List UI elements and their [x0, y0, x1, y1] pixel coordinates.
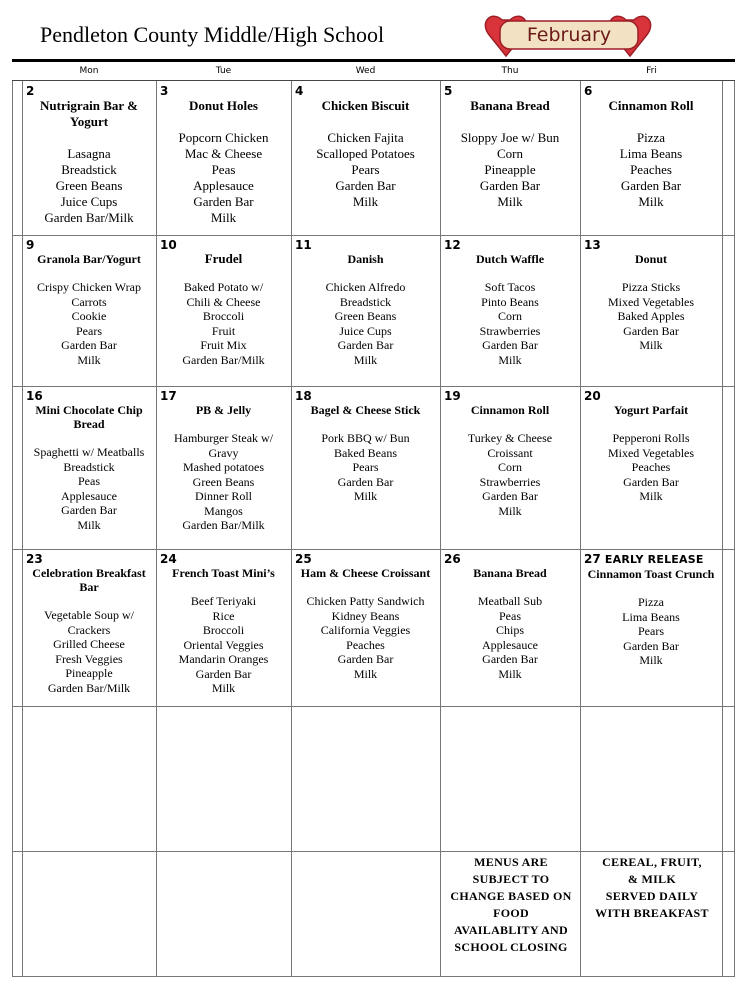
spacer [295, 266, 436, 280]
breakfast-item: Banana Bread [473, 566, 547, 580]
day-number-value: 17 [160, 389, 177, 403]
lunch-item: Peas [499, 608, 521, 623]
breakfast-item: Banana Bread [470, 98, 550, 113]
day-number-value: 11 [295, 238, 312, 252]
lunch-list [26, 146, 152, 226]
day-number-value: 26 [444, 552, 461, 566]
breakfast-item: Nutrigrain Bar & Yogurt [40, 98, 138, 129]
lunch-list [295, 431, 436, 504]
lunch-item: Milk [353, 666, 378, 681]
lunch-item: Pineapple [484, 162, 536, 177]
grid-line [722, 81, 723, 977]
day-cell [440, 81, 580, 235]
lunch-item: Scalloped Potatoes [316, 146, 415, 161]
note-line: CHANGE BASED ON [450, 889, 572, 903]
lunch-item: Green Beans [192, 474, 255, 489]
lunch-list [444, 130, 576, 210]
day-number [160, 238, 287, 252]
lunch-item: Milk [639, 489, 663, 503]
lunch-list [160, 130, 287, 226]
day-number [584, 389, 718, 403]
spacer [160, 266, 287, 280]
lunch-item: Green Beans [55, 178, 123, 193]
lunch-item: Rice [212, 608, 235, 623]
day-number-value: 4 [295, 84, 304, 98]
lunch-item: Gravy [208, 445, 239, 460]
lunch-item: Milk [353, 489, 378, 503]
day-number-value: 16 [26, 389, 43, 403]
lunch-item: Grilled Cheese [53, 637, 125, 651]
lunch-list [584, 130, 718, 210]
lunch-list [584, 431, 718, 504]
lunch-item: Milk [497, 194, 523, 209]
breakfast-item: Dutch Waffle [475, 252, 545, 266]
lunch-item: Kidney Beans [331, 608, 400, 623]
lunch-item: Pineapple [65, 666, 113, 680]
day-number-value: 19 [444, 389, 461, 403]
day-number-value: 24 [160, 552, 177, 566]
day-cell [22, 81, 156, 235]
grid-line [12, 851, 735, 852]
lunch-item: Applesauce [482, 637, 538, 652]
lunch-item: Pinto Beans [481, 294, 539, 309]
day-number [584, 552, 718, 567]
spacer [26, 130, 152, 146]
day-cell [580, 81, 722, 235]
day-number [295, 84, 436, 98]
day-number [444, 552, 576, 566]
lunch-item: Garden Bar [482, 338, 538, 352]
lunch-item: Green Beans [334, 309, 397, 323]
lunch-item: Corn [498, 309, 522, 323]
lunch-item: Garden Bar [623, 323, 679, 338]
lunch-list [26, 280, 152, 367]
lunch-list [160, 431, 287, 533]
lunch-item: Milk [210, 210, 237, 225]
lunch-item: Broccoli [202, 623, 245, 637]
lunch-item: Corn [497, 146, 523, 161]
lunch-list [160, 594, 287, 696]
day-cell [156, 549, 291, 706]
lunch-item: Pizza [638, 595, 664, 609]
spacer [295, 417, 436, 431]
spacer [26, 594, 152, 608]
lunch-list [295, 130, 436, 210]
daily-breakfast-note [582, 854, 722, 922]
lunch-item: Mac & Cheese [184, 146, 263, 161]
lunch-list [26, 608, 152, 695]
breakfast-item: Mini Chocolate Chip Bread [35, 403, 143, 431]
lunch-list [444, 280, 576, 367]
lunch-item: Lima Beans [622, 609, 680, 624]
day-number-value: 2 [26, 84, 35, 98]
day-cell [291, 549, 440, 706]
note-line: WITH BREAKFAST [595, 906, 709, 920]
lunch-item: Mandarin Oranges [178, 652, 269, 666]
header-rule [12, 59, 735, 62]
day-cell [156, 235, 291, 386]
lunch-item: Crackers [67, 622, 111, 637]
lunch-item: Strawberries [479, 474, 541, 489]
lunch-item: Garden Bar [61, 338, 117, 352]
day-number [444, 238, 576, 252]
grid-line [734, 81, 735, 977]
note-line: AVAILABLITY AND [454, 923, 568, 937]
lunch-item: Garden Bar/Milk [182, 518, 265, 532]
day-number [160, 84, 287, 98]
day-cell [440, 549, 580, 706]
day-cell [440, 386, 580, 549]
spacer [26, 266, 152, 280]
lunch-item: Popcorn Chicken [178, 130, 269, 145]
day-cell [22, 235, 156, 386]
day-cell [440, 235, 580, 386]
spacer [160, 580, 287, 594]
lunch-item: Spaghetti w/ Meatballs [33, 445, 145, 459]
breakfast-item: Granola Bar/Yogurt [37, 252, 141, 266]
lunch-item: Garden Bar [335, 178, 396, 193]
lunch-item: Milk [353, 352, 378, 367]
lunch-item: Milk [211, 681, 236, 695]
day-number-value: 25 [295, 552, 312, 566]
day-number [26, 84, 152, 98]
breakfast-item: Donut [634, 252, 667, 266]
spacer [584, 581, 718, 595]
lunch-item: Pizza Sticks [621, 280, 681, 294]
breakfast-item: Donut Holes [189, 98, 258, 113]
day-cell [580, 235, 722, 386]
lunch-item: Juice Cups [339, 323, 392, 338]
lunch-item: Pears [76, 323, 102, 338]
lunch-item: Pepperoni Rolls [612, 431, 690, 445]
lunch-item: Milk [498, 352, 522, 367]
lunch-item: Milk [639, 338, 663, 352]
day-number-value: 9 [26, 238, 35, 252]
lunch-item: Garden Bar [623, 474, 679, 489]
breakfast-item: French Toast Mini’s [172, 566, 275, 580]
lunch-item: Sloppy Joe w/ Bun [460, 130, 560, 145]
lunch-item: Milk [77, 517, 101, 532]
day-number-value: 23 [26, 552, 43, 566]
lunch-item: Garden Bar [337, 338, 394, 352]
lunch-item: Crispy Chicken Wrap [37, 280, 141, 294]
day-cell [580, 549, 722, 706]
lunch-item: Garden Bar [61, 503, 117, 517]
lunch-item: Baked Potato w/ [183, 280, 264, 294]
lunch-item: Breadstick [339, 294, 392, 309]
weekday-thu: Thu [501, 66, 519, 76]
day-number-value: 6 [584, 84, 593, 98]
breakfast-item: Cinnamon Toast Crunch [587, 567, 715, 581]
lunch-item: Pears [352, 460, 379, 474]
lunch-item: Oriental Veggies [183, 637, 264, 652]
lunch-list [295, 280, 436, 367]
lunch-item: California Veggies [320, 623, 411, 637]
menu-change-note [442, 854, 580, 956]
grid-line [12, 706, 735, 707]
day-number-value: 13 [584, 238, 601, 252]
spacer [444, 266, 576, 280]
lunch-item: Mangos [204, 503, 243, 518]
lunch-list [584, 280, 718, 353]
day-cell [22, 549, 156, 706]
day-number-value: 18 [295, 389, 312, 403]
lunch-item: Strawberries [479, 323, 541, 338]
breakfast-item: Chicken Biscuit [321, 98, 410, 113]
lunch-item: Soft Tacos [484, 280, 536, 294]
day-number [444, 389, 576, 403]
early-release-label: EARLY RELEASE [604, 553, 704, 566]
weekday-fri: Fri [646, 66, 657, 76]
lunch-item: Milk [77, 352, 101, 367]
day-number [295, 238, 436, 252]
day-cell [291, 386, 440, 549]
lunch-list [295, 594, 436, 681]
lunch-item: Garden Bar [620, 178, 682, 193]
lunch-item: Chili & Cheese [186, 294, 261, 309]
month-label: February [526, 24, 612, 46]
lunch-item: Milk [498, 666, 522, 681]
lunch-item: Peaches [346, 637, 385, 652]
lunch-list [584, 595, 718, 668]
spacer [295, 580, 436, 594]
lunch-item: Breadstick [61, 162, 117, 177]
day-number [160, 389, 287, 403]
spacer [26, 431, 152, 445]
day-number [160, 552, 287, 566]
breakfast-item: Frudel [204, 251, 243, 266]
grid-line [12, 976, 735, 977]
lunch-item: Applesauce [61, 488, 117, 503]
day-cell [156, 386, 291, 549]
day-cell [156, 81, 291, 235]
breakfast-item: PB & Jelly [195, 403, 252, 417]
weekday-wed: Wed [355, 66, 376, 76]
day-number-value: 27 [584, 552, 601, 566]
day-cell [22, 386, 156, 549]
lunch-item: Peas [78, 474, 100, 488]
day-number [444, 84, 576, 98]
lunch-item: Meatball Sub [477, 594, 543, 608]
lunch-item: Juice Cups [60, 194, 118, 209]
lunch-item: Turkey & Cheese [467, 431, 553, 445]
lunch-item: Corn [498, 460, 522, 474]
lunch-item: Fresh Veggies [55, 651, 123, 666]
breakfast-item: Cinnamon Roll [470, 403, 550, 417]
lunch-item: Beef Teriyaki [190, 594, 257, 608]
day-number [26, 552, 152, 566]
lunch-item: Milk [639, 653, 663, 667]
lunch-item: Lima Beans [619, 146, 683, 161]
lunch-list [444, 431, 576, 518]
breakfast-item: Danish [347, 252, 384, 266]
lunch-item: Vegetable Soup w/ [44, 608, 134, 622]
lunch-item: Dinner Roll [195, 489, 252, 503]
note-line: SERVED DAILY [605, 889, 699, 903]
grid-line [12, 81, 13, 977]
day-cell [291, 235, 440, 386]
day-number [26, 389, 152, 403]
lunch-item: Garden Bar [337, 652, 394, 666]
day-cell [291, 81, 440, 235]
day-number-value: 3 [160, 84, 169, 98]
day-number [295, 552, 436, 566]
lunch-item: Garden Bar [482, 489, 538, 503]
spacer [584, 114, 718, 130]
lunch-item: Garden Bar/Milk [44, 210, 134, 225]
day-number [584, 238, 718, 252]
lunch-item: Fruit [211, 323, 236, 338]
day-number-value: 20 [584, 389, 601, 403]
lunch-item: Pizza [636, 130, 666, 145]
school-title: Pendleton County Middle/High School [40, 22, 385, 47]
note-line: SUBJECT TO [472, 872, 550, 886]
lunch-list [26, 445, 152, 532]
note-line: & MILK [627, 872, 677, 886]
lunch-item: Fruit Mix [200, 338, 247, 352]
spacer [584, 417, 718, 431]
weekday-tue: Tue [215, 66, 232, 76]
lunch-item: Milk [352, 194, 379, 209]
lunch-item: Milk [498, 503, 522, 518]
lunch-item: Garden Bar [193, 194, 254, 209]
day-number-value: 10 [160, 238, 177, 252]
lunch-item: Broccoli [202, 309, 245, 323]
lunch-item: Baked Beans [334, 445, 397, 460]
lunch-item: Chicken Alfredo [325, 280, 406, 294]
lunch-item: Chicken Patty Sandwich [306, 594, 425, 608]
lunch-item: Milk [638, 194, 664, 209]
breakfast-item: Yogurt Parfait [613, 403, 689, 417]
lunch-item: Garden Bar [195, 666, 252, 681]
lunch-item: Pork BBQ w/ Bun [321, 431, 410, 445]
lunch-item: Garden Bar [482, 652, 538, 666]
breakfast-item: Ham & Cheese Croissant [300, 566, 431, 580]
lunch-item: Peaches [630, 162, 672, 177]
lunch-item: Cookie [71, 309, 107, 323]
lunch-item: Croissant [487, 445, 533, 460]
lunch-list [160, 280, 287, 367]
day-cell [580, 386, 722, 549]
day-number [584, 84, 718, 98]
day-number-value: 12 [444, 238, 461, 252]
lunch-item: Pears [638, 624, 664, 638]
lunch-item: Mixed Vegetables [607, 445, 695, 460]
lunch-item: Breadstick [63, 459, 115, 474]
lunch-item: Garden Bar/Milk [182, 352, 265, 367]
spacer [584, 266, 718, 280]
spacer [160, 114, 287, 130]
lunch-item: Garden Bar/Milk [47, 680, 131, 695]
lunch-list [444, 594, 576, 681]
day-number-value: 5 [444, 84, 453, 98]
lunch-item: Pears [351, 162, 380, 177]
breakfast-item: Bagel & Cheese Stick [310, 403, 421, 417]
note-line: CEREAL, FRUIT, [602, 855, 702, 869]
lunch-item: Baked Apples [617, 309, 685, 323]
lunch-item: Peas [211, 162, 236, 177]
lunch-item: Chips [495, 623, 524, 637]
lunch-item: Hamburger Steak w/ [173, 431, 274, 445]
lunch-item: Garden Bar [623, 638, 679, 653]
lunch-item: Lasagna [67, 146, 111, 161]
lunch-item: Garden Bar [337, 474, 394, 489]
lunch-item: Applesauce [193, 178, 254, 193]
spacer [160, 417, 287, 431]
lunch-item: Mashed potatoes [183, 460, 264, 474]
spacer [444, 417, 576, 431]
lunch-item: Chicken Fajita [327, 130, 404, 145]
menu-calendar-grid [12, 81, 735, 977]
breakfast-item: Cinnamon Roll [608, 98, 694, 113]
lunch-item: Carrots [71, 294, 107, 309]
spacer [444, 580, 576, 594]
note-line: SCHOOL CLOSING [454, 940, 568, 954]
day-number [295, 389, 436, 403]
weekday-mon: Mon [79, 66, 99, 76]
day-number [26, 238, 152, 252]
lunch-item: Mixed Vegetables [607, 294, 695, 309]
lunch-item: Garden Bar [479, 178, 541, 193]
spacer [444, 114, 576, 130]
lunch-item: Peaches [631, 460, 671, 474]
note-line: MENUS ARE [474, 855, 548, 869]
breakfast-item: Celebration Breakfast Bar [32, 566, 146, 594]
note-line: FOOD [493, 906, 529, 920]
spacer [295, 114, 436, 130]
